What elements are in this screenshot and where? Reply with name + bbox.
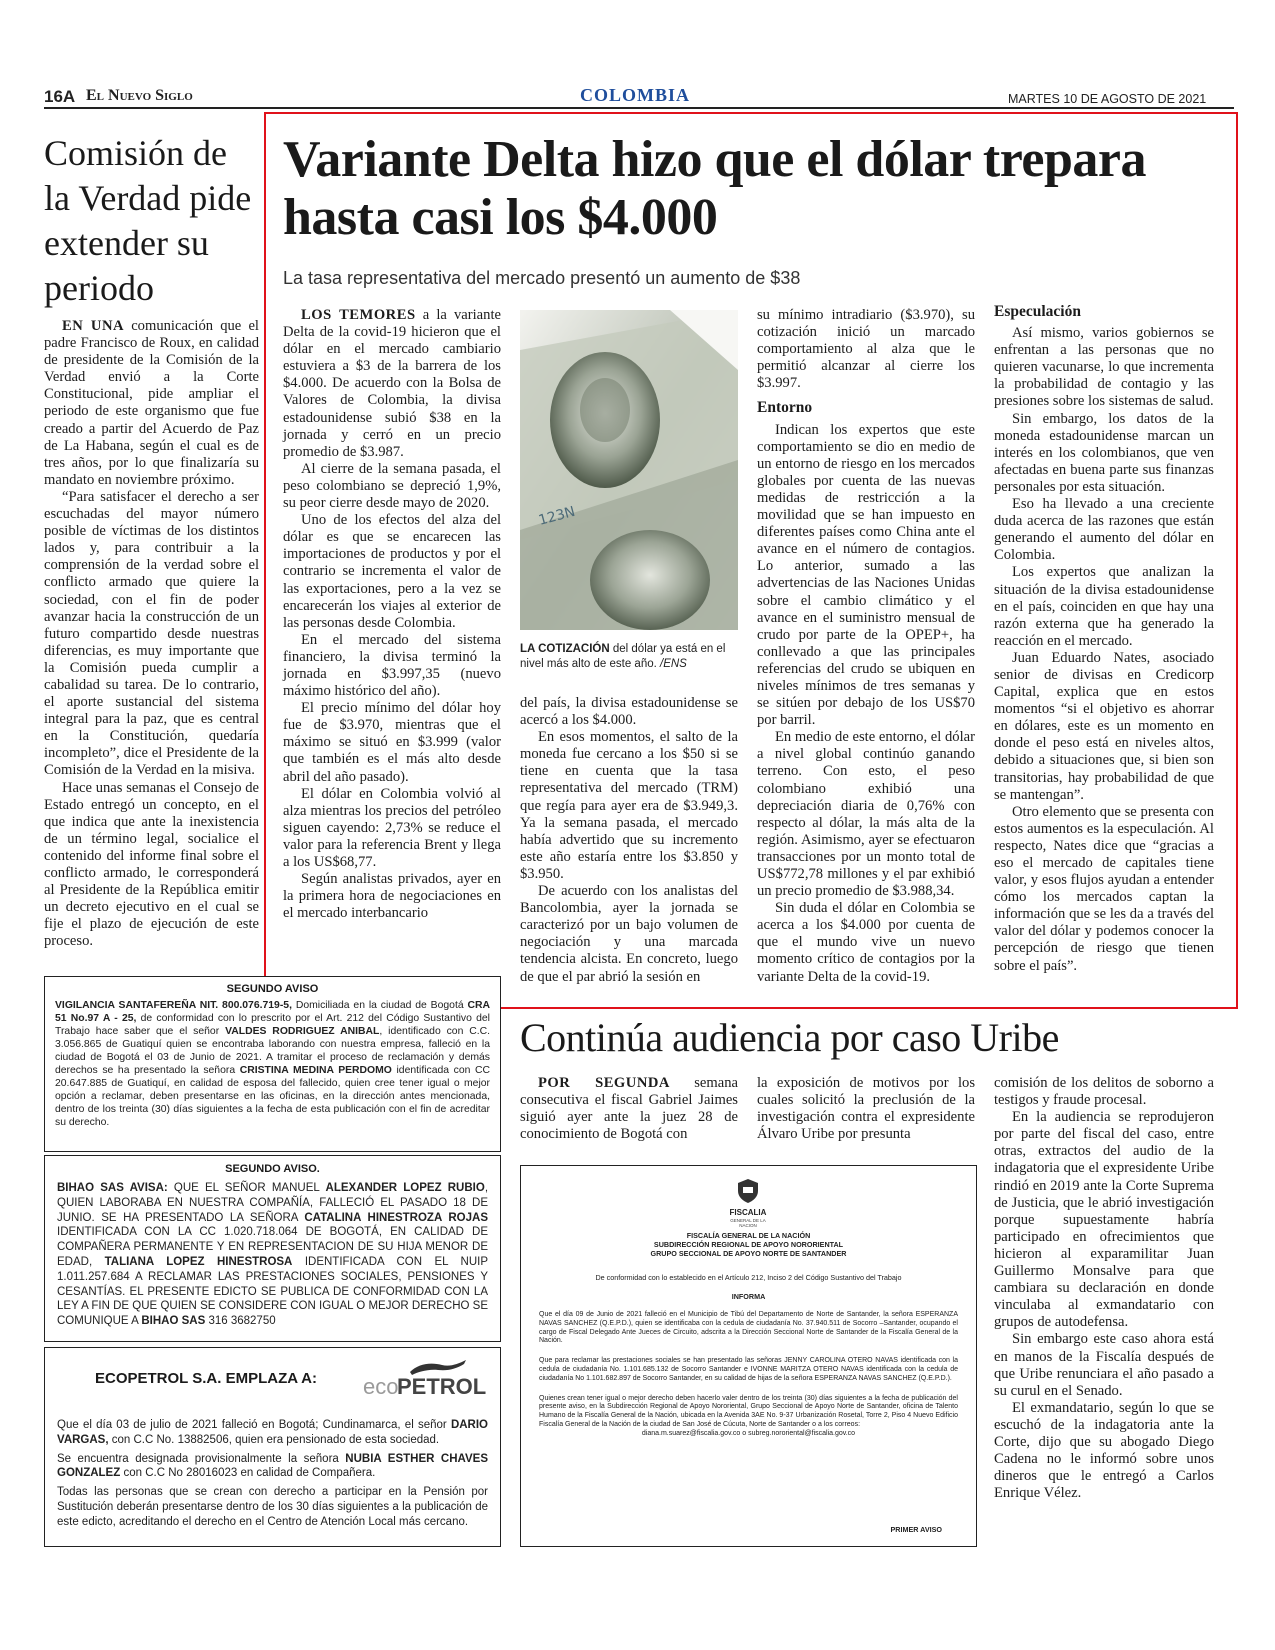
- uribe-c2: la exposición de motivos por los cuales solicitó la preclusión de la investigación contra el expresidente Álvaro Uribe por presunta: [757, 1075, 975, 1143]
- notice-1-b2: de conformidad con lo prescrito por el Art. 212 del Código Sustantivo del Trabajo hace saber que el señor: [55, 1013, 490, 1037]
- fiscalia-logo-text: FISCALIA: [729, 1208, 767, 1217]
- notice-1-body: [55, 999, 490, 1129]
- left-story-p1: comunicación que el padre Francisco de Roux, en calidad de presidente de la Comisión de la Verdad envió a la Corte Constitucional, pide ampliar el periodo de este organismo que fue creado a partir del Acuerdo de Paz de La Habana, según el cual es de tres años, por lo que finalizaría su mandato en noviembre próximo.: [44, 318, 259, 488]
- uribe-c3-p2: En la audiencia se reprodujeron por parte del fiscal del caso, entre otras, extractos del audio de la indagatoria que el expresidente Uribe rindió en 2019 ante la Corte Suprema de Justicia, que le abrió investigación porque supuestamente habría participado en ofrecimientos que hicieron al exparamilitar Juan Guillermo Monsalve para que cambiara su declaración en donde vinculaba al exmandatario con grupos de autodefensa.: [994, 1109, 1214, 1331]
- main-c3-p1: su mínimo intradiario ($3.970), su cotización inició un marcado comportamiento al alza que le permitió alcanzar al cierre los $3.997.: [757, 307, 975, 392]
- fiscalia-p2: Que para reclamar las prestaciones sociales se han presentado las señoras JENNY CAROLINA OTERO NAVAS identificada con la cedula de ciudadanía No. 1.101.685.132 de Socorro Santander e IVONNE MARITZA OTERO NAVAS identificada con la cedula de ciudadanía No 1.101.682.897 de Socorro Santander, en su calidad de hijas de la señora ESPERANZA NAVAS SANCHEZ (Q.E.P.D.).: [539, 1357, 958, 1382]
- fiscalia-intro: De conformidad con lo establecido en el Artículo 212, Inciso 2 del Código Sustantivo del Trabajo: [595, 1273, 902, 1282]
- notice-2-title: SEGUNDO AVISO.: [225, 1163, 320, 1175]
- fiscalia-emails: diana.m.suarez@fiscalia.gov.co o subreg.nororiental@fiscalia.gov.co: [641, 1429, 856, 1437]
- notice-1-company: VIGILANCIA SANTAFEREÑA NIT. 800.076.719-5,: [55, 1000, 292, 1011]
- main-c1-p4: En el mercado del sistema financiero, la divisa terminó la jornada en $3.997,35 (nuevo máximo histórico del año).: [283, 631, 501, 700]
- main-col-2: [520, 695, 738, 986]
- issue-date: MARTES 10 DE AGOSTO DE 2021: [1008, 92, 1207, 106]
- left-story-lead: EN UNA: [62, 318, 125, 334]
- section-label: COLOMBIA: [580, 85, 691, 105]
- photo-caption: [520, 642, 740, 671]
- notice-3-body: [57, 1418, 488, 1530]
- ecopetrol-logo-b: PETROL: [397, 1374, 487, 1399]
- uribe-c3-p3: Sin embargo este caso ahora está en manos de la Fiscalía después de que Uribe renunciara el año pasado a su curul en el Senado.: [994, 1331, 1214, 1399]
- notice-2-b1: QUE EL SEÑOR MANUEL: [173, 1182, 320, 1194]
- notice-2-name3: TALIANA LOPEZ HINESTROSA: [104, 1255, 293, 1268]
- uribe-c3-p4: El exmandatario, según lo que se escuchó de la indagatoria ante la Corte, dijo que su abogado Diego Cadena no le informó sobre unos dineros que le entregó a Carlos Enrique Vélez.: [994, 1399, 1214, 1502]
- page-number: 16A: [44, 87, 76, 106]
- main-headline: Variante Delta hizo que el dólar trepara hasta casi los $4.000: [283, 131, 1146, 246]
- main-c4-p3: Eso ha llevado a una creciente duda acerca de las razones que están generando el aumento del dólar en Colombia.: [994, 496, 1214, 564]
- notice-2-name1: ALEXANDER LOPEZ RUBIO: [325, 1182, 485, 1194]
- notice-3-p1a: Que el día 03 de julio de 2021 falleció en Bogotá; Cundinamarca, el señor: [57, 1419, 447, 1431]
- main-c2-p1: del país, la divisa estadounidense se acercó a los $4.000.: [520, 695, 738, 729]
- main-c1-p6: El dólar en Colombia volvió al alza mientras los precios del petróleo siguen cayendo: 2,73% se reduce el valor para la referencia Brent y llega a los US$68,77.: [283, 785, 501, 870]
- seal-icon: [737, 1178, 759, 1204]
- notice-2-b4: IDENTIFICADA CON EL NUIP 1.011.257.684 A RECLAMAR LAS PRESTACIONES SOCIALES, PENSIONES Y CESANTÍAS. EL PRESENTE EDICTO SE PUBLICA DE CONFORMIDAD CON LA LEY A FIN DE QUE QUIEN SE CONSIDERE CON IGUAL O MEJOR DERECHO SE COMUNIQUE A: [57, 1255, 488, 1328]
- fiscalia-h3: GRUPO SECCIONAL DE APOYO NORTE DE SANTANDER: [650, 1249, 847, 1258]
- notice-3-p3: Todas las personas que se crean con derecho a participar en la Pensión por Sustitución deberán presentarse dentro de los 30 días siguientes a la publicación de este edicto, acreditando el derecho en el Centro de Atención Local más cercano.: [57, 1486, 488, 1528]
- main-c1-p7: Según analistas privados, ayer en la primera hora de negociaciones en el mercado interbancario: [283, 871, 501, 922]
- main-c4-p6: Otro elemento que se presenta con estos aumentos es la especulación. Al respecto, Nates dice que “gracias a eso el mercado de capitales tiene valor, y esos flujos ayudan a entender cómo los mercados captan la información que se les da a través del valor del dólar y podemos conocer la percepción de riesgo que tienen sobre el país”.: [994, 803, 1214, 974]
- notice-3-p2a: Se encuentra designada provisionalmente la señora: [57, 1452, 339, 1465]
- notice-2-lead: BIHAO SAS AVISA:: [57, 1182, 168, 1194]
- fiscalia-footer: PRIMER AVISO: [890, 1525, 942, 1534]
- notice-3-p2b: con C.C No 28016023 en calidad de Compañera.: [123, 1467, 376, 1480]
- notice-2-body: [57, 1181, 488, 1329]
- fiscalia-logo-sub: GENERAL DE LA NACION: [730, 1218, 766, 1228]
- subhead-entorno: Entorno: [757, 399, 813, 417]
- main-col-4: [994, 303, 1214, 975]
- main-subheadline: La tasa representativa del mercado presentó un aumento de $38: [283, 268, 801, 288]
- main-c1-p1: a la variante Delta de la covid-19 hicieron que el dólar en el mercado cambiario estuviera a $3 de la barrera de los $4.000. De acuerdo con la Bolsa de Valores de Colombia, la divisa estadounidense subió $38 en la jornada y cerró en un precio promedio de $3.987.: [283, 307, 501, 460]
- fiscalia-h2: SUBDIRECCIÓN REGIONAL DE APOYO NORORIENTAL: [653, 1240, 844, 1249]
- dollar-bill-image: [520, 310, 738, 630]
- uribe-col-3: [994, 1075, 1214, 1502]
- notice-2-name4: BIHAO SAS: [141, 1315, 206, 1328]
- uribe-headline: Continúa audiencia por caso Uribe: [520, 1015, 1059, 1060]
- notice-3-p2name: NUBIA ESTHER CHAVES GONZALEZ: [57, 1452, 488, 1480]
- notice-ecopetrol: [44, 1347, 501, 1547]
- notice-1-name2: CRISTINA MEDINA PERDOMO: [239, 1065, 392, 1076]
- ecopetrol-logo-a: eco: [363, 1374, 399, 1399]
- left-story-body: [44, 318, 259, 950]
- photo-credit: /ENS: [660, 657, 687, 670]
- main-c1-p5: El precio mínimo del dólar hoy fue de $3.970, mientras que el máximo se situó en $3.999 (valor que también es el más alto desde abril del año pasado).: [283, 700, 501, 785]
- uribe-col-1: [520, 1075, 738, 1143]
- left-story-headline: Comisión de la Verdad pide extender su periodo: [44, 133, 252, 308]
- notice-1-address: CRA 51 No.97 A - 25,: [55, 1000, 491, 1024]
- main-c3-p3: En medio de este entorno, el dólar a nivel global continúo ganando terreno. Con esto, el peso colombiano exhibió una depreciación diaria de 0,76% con respecto al dólar, la más alta de la región. Asimismo, ayer se efectuaron transacciones por un monto total de US$772,78 millones y el par exhibió un precio promedio de $3.988,34.: [757, 729, 975, 900]
- photo-caption-lead: LA COTIZACIÓN: [520, 643, 610, 655]
- notice-2-b3: IDENTIFICADA CON LA CC 1.020.718.064 DE BOGOTÁ, EN CALIDAD DE COMPAÑERA PERMANENTE Y EN REPRESENTACION DE SU HIJA MENOR DE EDAD,: [57, 1226, 488, 1268]
- main-c1-p3: Uno de los efectos del alza del dólar es que se encarecen las importaciones de productos y por el contrario se incrementa el valor de las exportaciones, pero a la vez se encarecerán los viajes al exterior de las personas desde Colombia.: [283, 512, 501, 631]
- main-c2-p2: En esos momentos, el salto de la moneda fue cercano a los $50 si se tiene en cuenta que la tasa representativa del mercado (TRM) que regía para ayer era de $3.949,3. Ya la semana pasada, el mercado había advertido que su incremento este año estaría entre los $3.850 y $3.950.: [520, 729, 738, 882]
- main-c3-p2: Indican los expertos que este comportamiento se dio en medio de un entorno de riesgo en los mercados globales por cuenta de las nuevas medidas de restricción a la movilidad que se han impuesto en diferentes países como China ante el avance en el número de contagios. Lo anterior, sumado a las advertencias de las Naciones Unidas sobre el cambio climático y el avance en el suministro mensual de crudo por parte de la OPEP+, ha conllevado a que las principales referencias del crudo se ubiquen en niveles mínimos de tres semanas y se sitúen por debajo de los US$70 por barril.: [757, 421, 975, 729]
- notice-2-b2: , QUIEN LABORABA EN NUESTRA COMPAÑÍA, FALLECIÓ EL PASADO 18 DE JUNIO. SE HA PRESENTADO LA SEÑORA: [57, 1182, 489, 1224]
- notice-1-name1: VALDES RODRIGUEZ ANIBAL: [225, 1026, 380, 1037]
- notice-1-b4: identificada con CC 20.647.885 de Guatiquí, en calidad de esposa del fallecido, quien cree tener igual o mejor opción a reclamar, deben presentarse en las oficinas, en la dirección antes mencionada, dentro de los treinta (30) días siguientes a la fecha de esta publicación con el fin de acreditar su derecho.: [55, 1065, 491, 1128]
- notice-bihao: [44, 1155, 501, 1342]
- notice-1-title: SEGUNDO AVISO: [226, 983, 319, 995]
- fiscalia-p3: Quienes crean tener igual o mejor derecho deben hacerlo valer dentro de los treinta (30) días siguientes a la fecha de publicación del presente aviso, en la Subdirección Regional de Apoyo Nororiental, Grupo Seccional de Apoyo Norte de Santander, oficina de Talento Humano de la Fiscalía General de la Nación, ubicada en la Avenida 3AE No. 9-37 Urbanización Rosetal, Torre 2, Piso 4 Nuevo Edificio Fiscalía General de la Nación de la ciudad de San José de Cúcuta, Norte de Santander o a los correos:: [539, 1394, 958, 1428]
- svg-text:123N: 123N: [536, 503, 577, 529]
- notice-fiscalia: [520, 1165, 977, 1547]
- main-c4-p4: Los expertos que analizan la situación de la divisa estadounidense en el país, coinciden en que hay una razón externa que ha generado la reacción en el mercado.: [994, 564, 1214, 649]
- ecopetrol-logo: [363, 1356, 487, 1400]
- main-c1-p2: Al cierre de la semana pasada, el peso colombiano se depreció 1,9%, su peor cierre desde mayo de 2020.: [283, 460, 501, 512]
- fiscalia-informa: INFORMA: [731, 1292, 766, 1301]
- paper-name: El Nuevo Siglo: [86, 87, 193, 104]
- notice-2-phone: 316 3682750: [208, 1315, 276, 1328]
- main-lead: LOS TEMORES: [301, 307, 416, 323]
- notice-3-p1b: con C.C No. 13882506, quien era pensionado de esta sociedad.: [111, 1433, 440, 1446]
- fiscalia-p1: Que el día 09 de Junio de 2021 falleció en el Municipio de Tibú del Departamento de Norte de Santander, la señora ESPERANZA NAVAS SANCHEZ (Q.E.P.D.), quien se identificaba con la cedula de ciudadanía No. 37.940.511 de Socorro –Santander, ocupando el cargo de Fiscal Delegado Ante Jueces de Circuito, adscrita a la Dirección Seccional Norte de Santander de la Fiscalía General de la Nación.: [539, 1311, 958, 1345]
- fiscalia-seal: [723, 1178, 773, 1228]
- notice-3-title: ECOPETROL S.A. EMPLAZA A:: [95, 1370, 317, 1387]
- notice-3-p1name: DARIO VARGAS,: [57, 1419, 488, 1446]
- left-story-p3: Hace unas semanas el Consejo de Estado entregó un concepto, en el que indica que ante la inexistencia de un término legal, socialice el contenido del informe final sobre el conflicto armado, le corresponderá al Presidente de la República emitir un decreto ejecutivo en el cual se fije el plazo de ejecución de este proceso.: [44, 779, 259, 950]
- uribe-col-2: [757, 1075, 975, 1143]
- main-c4-p5: Juan Eduardo Nates, asociado senior de divisas en Credicorp Capital, explica que en estos momentos “si el objetivo es ahorrar en dólares, este es un momento en donde el peso está en niveles altos, debido a situaciones que, si bien son transitorias, hay probabilidad de que se mantengan”.: [994, 649, 1214, 803]
- main-c4-p2: Sin embargo, los datos de la moneda estadounidense marcan un interés en los colombianos, que ven afectadas en buena parte sus finanzas personales por esta situación.: [994, 410, 1214, 495]
- header-rule: [44, 107, 1234, 109]
- uribe-lead: POR SEGUNDA: [538, 1075, 670, 1091]
- notice-1-b3: , identificado con C.C. 3.056.865 de Guatiquí quien se encontraba laborando con nuestra empresa, falleció en la ciudad de Bogotá el 03 de Junio de 2021. A tramitar el proceso de reclamación y demás derechos se ha presentado la señora: [55, 1026, 491, 1076]
- notice-2-name2: CATALINA HINESTROZA ROJAS: [304, 1211, 488, 1224]
- main-col-3: [757, 307, 975, 986]
- main-col-1: [283, 307, 501, 922]
- main-c3-p4: Sin duda el dólar en Colombia se acerca a los $4.000 por cuenta de que el mundo vive un nuevo momento crítico de contagios por la variante Delta de la covid-19.: [757, 900, 975, 985]
- uribe-c3-p1: comisión de los delitos de soborno a testigos y fraude procesal.: [994, 1075, 1214, 1109]
- fiscalia-h1: FISCALÍA GENERAL DE LA NACIÓN: [686, 1231, 811, 1240]
- subhead-especulacion: Especulación: [994, 303, 1081, 320]
- notice-1-b1: Domiciliada en la ciudad de Bogotá: [295, 1000, 464, 1011]
- notice-vigilancia: [44, 976, 501, 1152]
- dollar-photo: [520, 310, 738, 630]
- left-story-p2: “Para satisfacer el derecho a ser escuchadas del mayor número posible de víctimas de los distintos lados y, para contribuir a la comprensión de la verdad sobre el conflicto armado que quiere la sociedad, con el fin de poder avanzar hacia la construcción de un futuro compartido desde nuestras diferencias, es muy importante que la Comisión pueda cumplir a cabalidad su tarea. De lo contrario, el aporte sustancial del sistema integral para la paz, que es central en la Constitución, quedaría incompleto”, dice el Presidente de la Comisión de la Verdad en la misiva.: [44, 488, 259, 779]
- main-c4-p1: Así mismo, varios gobiernos se enfrentan a las personas que no quieren vacunarse, lo que incrementa la probabilidad de contagio y las presiones sobre los sistemas de salud.: [994, 325, 1214, 410]
- main-c2-p3: De acuerdo con los analistas del Bancolombia, ayer la jornada se caracterizó por un bajo volumen de negociación y una marcada tendencia alcista. En concreto, luego de que el par abrió la sesión en: [520, 883, 738, 985]
- uribe-c1: semana consecutiva el fiscal Gabriel Jaimes siguió ayer ante la juez 28 de conocimiento de Bogotá con: [520, 1075, 738, 1143]
- photo-caption-text: del dólar ya está en el nivel más alto de este año.: [520, 643, 726, 670]
